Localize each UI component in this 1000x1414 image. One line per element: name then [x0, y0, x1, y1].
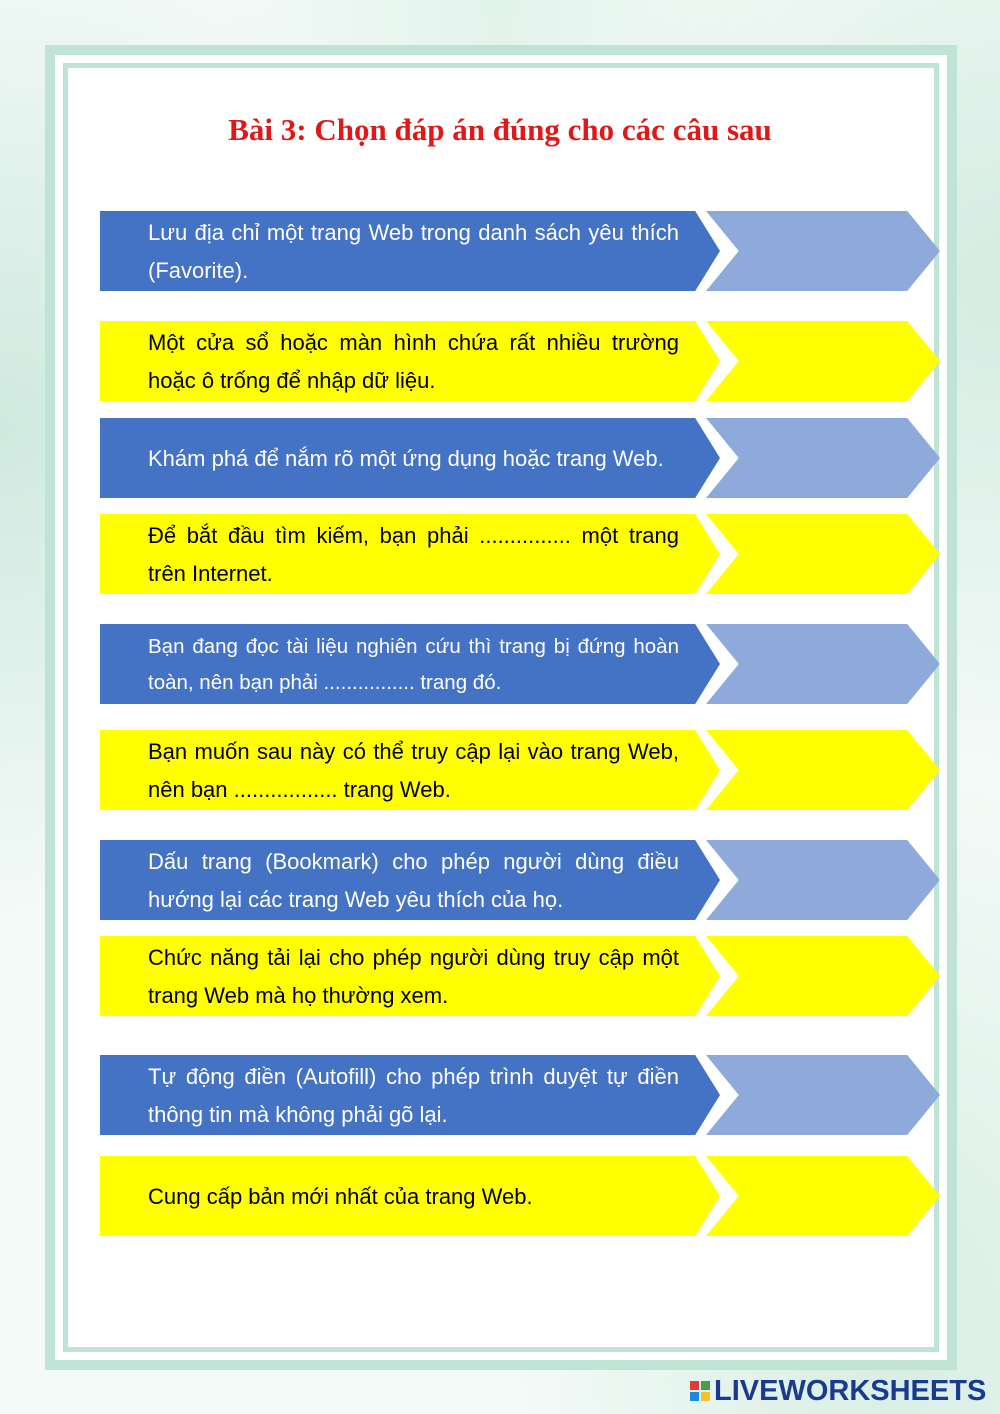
question-text: Tự động điền (Autofill) cho phép trình duyệt tự điền thông tin mà không phải gõ lại. — [148, 1064, 679, 1127]
question-row-7 — [100, 840, 940, 920]
question-row-9 — [100, 1055, 940, 1135]
logo-squares-icon — [690, 1381, 710, 1401]
answer-drop-arrow[interactable] — [706, 418, 940, 498]
question-text: Bạn muốn sau này có thể truy cập lại vào trang Web, nên bạn ................. trang Web. — [148, 739, 679, 802]
question-row-2 — [100, 321, 940, 401]
question-text: Để bắt đầu tìm kiếm, bạn phải ............... một trang trên Internet. — [148, 523, 679, 586]
question-row-8 — [100, 936, 940, 1016]
question-text: Một cửa sổ hoặc màn hình chứa rất nhiều trường hoặc ô trống để nhập dữ liệu. — [148, 330, 679, 393]
question-text: Dấu trang (Bookmark) cho phép người dùng điều hướng lại các trang Web yêu thích của họ. — [148, 849, 679, 912]
question-row-1 — [100, 211, 940, 291]
answer-drop-arrow[interactable] — [706, 624, 940, 704]
answer-drop-arrow[interactable] — [706, 1156, 940, 1236]
question-text: Khám phá để nắm rõ một ứng dụng hoặc trang Web. — [148, 446, 664, 471]
answer-drop-arrow[interactable] — [706, 730, 940, 810]
question-row-10 — [100, 1156, 940, 1236]
question-text: Lưu địa chỉ một trang Web trong danh sách yêu thích (Favorite). — [148, 220, 679, 283]
answer-drop-arrow[interactable] — [706, 1055, 940, 1135]
question-text: Chức năng tải lại cho phép người dùng truy cập một trang Web mà họ thường xem. — [148, 945, 679, 1008]
answer-drop-arrow[interactable] — [706, 840, 940, 920]
question-row-4 — [100, 514, 940, 594]
answer-drop-arrow[interactable] — [706, 211, 940, 291]
answer-drop-arrow[interactable] — [706, 321, 940, 401]
answer-drop-arrow[interactable] — [706, 936, 940, 1016]
question-text: Cung cấp bản mới nhất của trang Web. — [148, 1184, 533, 1209]
question-row-6 — [100, 730, 940, 810]
answer-drop-arrow[interactable] — [706, 514, 940, 594]
question-row-5 — [100, 624, 940, 704]
liveworksheets-logo[interactable] — [690, 1374, 986, 1408]
question-row-3 — [100, 418, 940, 498]
logo-text: LIVEWORKSHEETS — [714, 1374, 987, 1407]
worksheet-title: Bài 3: Chọn đáp án đúng cho các câu sau — [228, 112, 772, 147]
question-text: Bạn đang đọc tài liệu nghiên cứu thì trang bị đứng hoàn toàn, nên bạn phải ................ trang đó. — [148, 635, 679, 694]
